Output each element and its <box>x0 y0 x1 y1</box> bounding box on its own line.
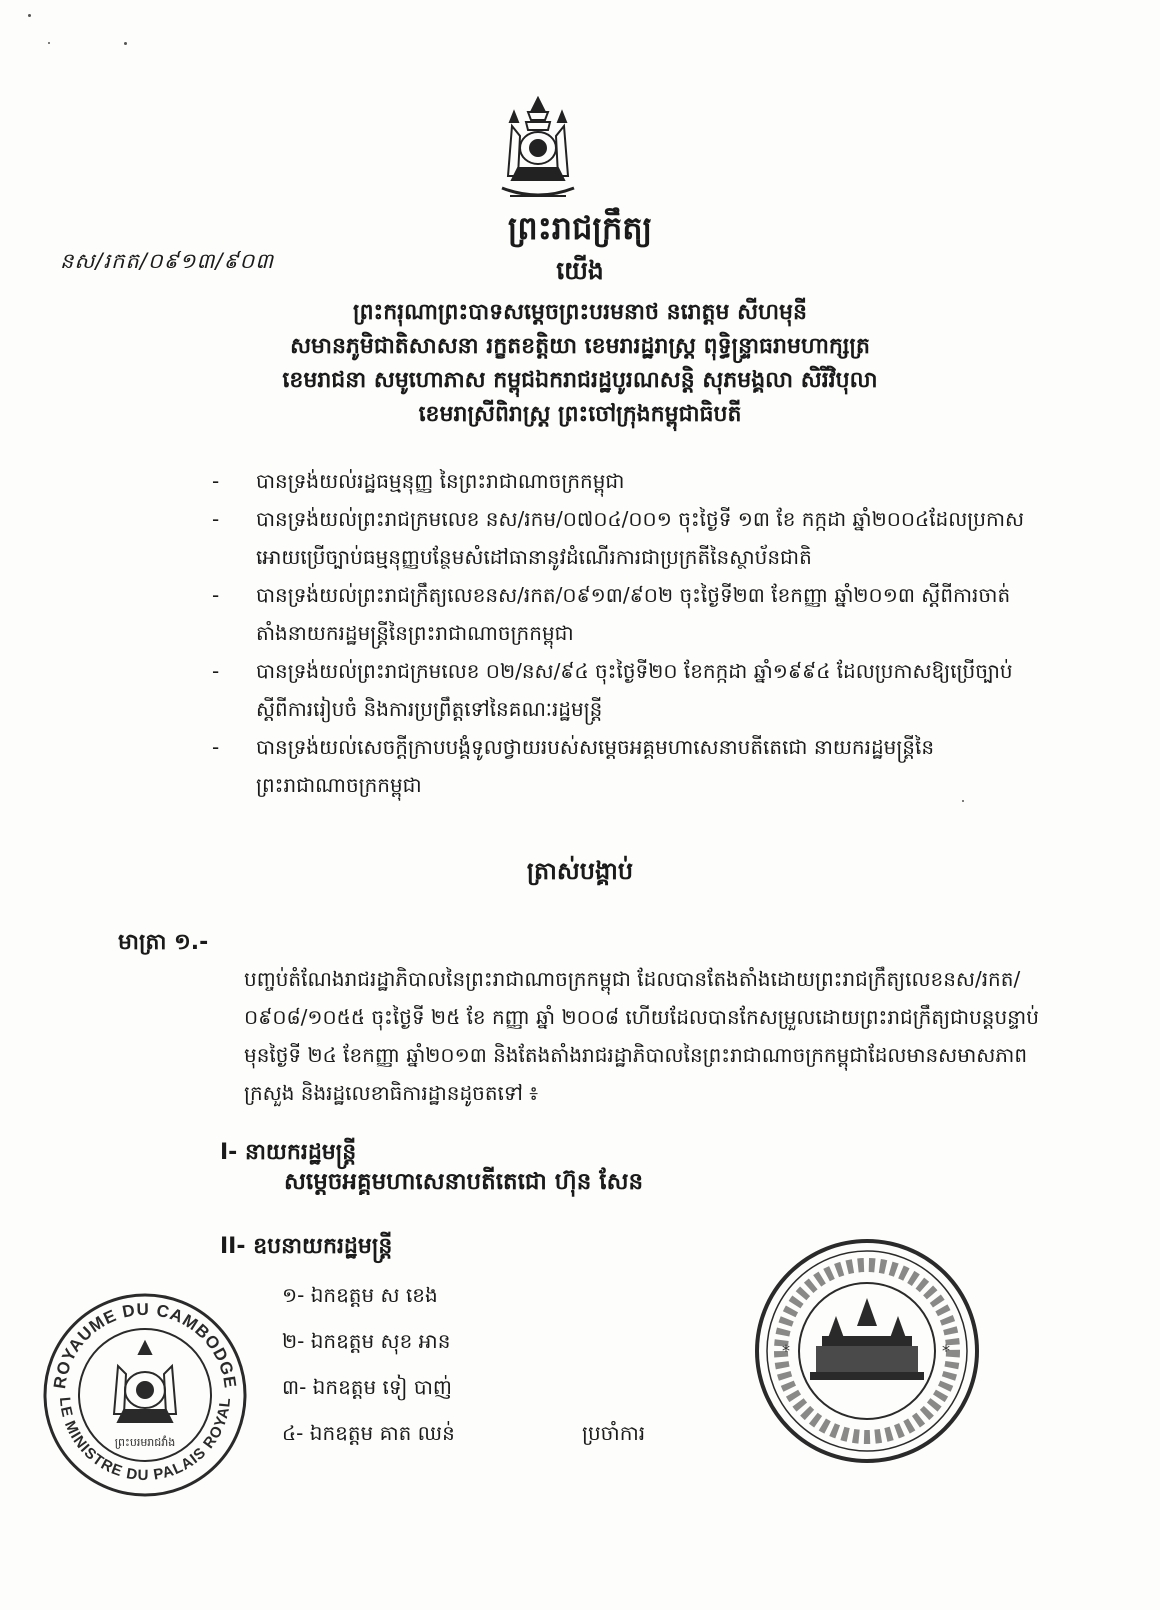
article-label: មាត្រា ១.- <box>118 930 209 955</box>
svg-text:*: * <box>942 1341 950 1360</box>
member-name: ឯកឧត្តម ស ខេង <box>310 1283 438 1307</box>
list-item <box>282 1318 742 1364</box>
member-role: ប្រចាំការ <box>582 1421 646 1445</box>
recital-item <box>212 500 1034 576</box>
deputy-pm-list <box>282 1272 742 1456</box>
seal-top-text: ROYAUME DU CAMBODGE <box>50 1299 240 1390</box>
we-heading: យើង <box>556 256 604 285</box>
king-title-line: ខេមរាជនា សមូហោភាស កម្ពុជឯករាជរដ្ឋបូរណសន្តិ សុភមង្គលា សិរីវិបុលា <box>282 368 878 393</box>
recital-item <box>212 728 1034 804</box>
recital-item <box>212 576 1034 652</box>
angkor-wat-seal-icon <box>752 1236 982 1466</box>
member-name: ឯកឧត្តម ទៀ បាញ់ <box>312 1375 452 1399</box>
decree-heading: ត្រាស់បង្គាប់ <box>526 857 634 885</box>
list-item <box>282 1272 742 1318</box>
prime-minister-name: សម្តេចអគ្គមហាសេនាបតីតេជោ ហ៊ុន សែន <box>284 1169 644 1195</box>
recital-text: បានទ្រង់យល់ព្រះរាជក្រឹត្យលេខនស/រកត/០៩១៣/៩០២ ចុះថ្ងៃទី២៣ ខែកញ្ញា ឆ្នាំ២០១៣ ស្តីពីការចាត់តាំងនាយករដ្ឋមន្ត្រីនៃព្រះរាជាណាចក្រកម្ពុជា <box>256 583 1011 645</box>
item-number: ៤- <box>282 1421 304 1445</box>
royal-palace-seal-icon <box>40 1290 250 1500</box>
member-name: ឯកឧត្តម សុខ អាន <box>310 1329 451 1353</box>
recital-item <box>212 652 1034 728</box>
svg-text:*: * <box>782 1341 790 1360</box>
article-body: បញ្ចប់តំណែងរាជរដ្ឋាភិបាលនៃព្រះរាជាណាចក្រកម្ពុជា ដែលបានតែងតាំងដោយព្រះរាជក្រឹត្យលេខនស/រកត/០៩០៨/១០៥៥ ចុះថ្ងៃទី ២៥ ខែ កញ្ញា ឆ្នាំ ២០០៨ ហើយដែលបានកែសម្រួលដោយព្រះរាជក្រឹត្យជាបន្តបន្ទាប់មុនថ្ងៃទី ២៤ ខែកញ្ញា ឆ្នាំ២០១៣ និងតែងតាំងរាជរដ្ឋាភិបាលនៃព្រះរាជាណាចក្រកម្ពុជាដែលមានសមាសភាពក្រសួង និងរដ្ឋលេខាធិការដ្ឋានដូចតទៅ ៖ <box>244 967 1039 1105</box>
list-dash: - <box>212 469 220 493</box>
section-deputy-pm-label: II- ឧបនាយករដ្ឋមន្ត្រី <box>220 1234 393 1259</box>
section-prime-minister-label: I- នាយករដ្ឋមន្ត្រី <box>220 1140 357 1165</box>
scan-speck <box>48 42 50 44</box>
member-name: ឯកឧត្តម គាត ឈន់ <box>309 1421 455 1445</box>
seal-inner-text: ព្រះបរមរាជវាំង <box>114 1436 176 1449</box>
seal-bottom-text: LE MINISTRE DU PALAIS ROYAL <box>55 1396 235 1485</box>
reference-number: នស/រកត/០៩១៣/៩០៣ <box>60 249 275 273</box>
king-title-line: សមានភូមិជាតិសាសនា រក្ខតខត្តិយា ខេមរារដ្ឋរាស្ត្រ ពុទ្ធិន្ទ្រាធរាមហាក្សត្រ <box>290 334 870 359</box>
scan-speck <box>28 14 31 17</box>
list-dash: - <box>212 659 220 683</box>
recitals-list <box>212 462 1034 804</box>
recital-text: បានទ្រង់យល់សេចក្តីក្រាបបង្គំទូលថ្វាយរបស់សម្តេចអគ្គមហាសេនាបតីតេជោ នាយករដ្ឋមន្ត្រីនៃព្រះរាជាណាចក្រកម្ពុជា <box>256 735 935 797</box>
scan-speck <box>124 42 127 45</box>
item-number: ១- <box>282 1283 305 1307</box>
recital-text: បានទ្រង់យល់រដ្ឋធម្មនុញ្ញ នៃព្រះរាជាណាចក្រកម្ពុជា <box>256 469 625 493</box>
list-dash: - <box>212 507 220 531</box>
recital-text: បានទ្រង់យល់ព្រះរាជក្រមលេខ ០២/នស/៩៤ ចុះថ្ងៃទី២០ ខែកក្កដា ឆ្នាំ១៩៩៤ ដែលប្រកាសឱ្យប្រើច្បាប់ ស្តីពីការរៀបចំ និងការប្រព្រឹត្តទៅនៃគណៈរដ្ឋមន្ត្រី <box>256 659 1013 721</box>
item-number: ៣- <box>282 1375 307 1399</box>
scan-speck <box>962 800 964 802</box>
list-item <box>282 1364 742 1410</box>
recital-text: បានទ្រង់យល់ព្រះរាជក្រមលេខ នស/រកម/០៧០៤/០០១ ចុះថ្ងៃទី ១៣ ខែ កក្កដា ឆ្នាំ២០០៤ដែលប្រកាសអោយប្រើច្បាប់ធម្មនុញ្ញបន្ថែមសំដៅធានានូវដំណើរការជាប្រក្រតីនៃស្ថាប័នជាតិ <box>256 507 1025 569</box>
list-dash: - <box>212 735 220 759</box>
item-number: ២- <box>282 1329 305 1353</box>
recital-item <box>212 462 1034 500</box>
list-item <box>282 1410 742 1456</box>
king-title-line: ខេមរាស្រីពិរាស្ត្រ ព្រះចៅក្រុងកម្ពុជាធិបតី <box>418 402 742 427</box>
king-titles <box>0 296 1160 432</box>
list-dash: - <box>212 583 220 607</box>
king-title-line: ព្រះករុណាព្រះបាទសម្តេចព្រះបរមនាថ នរោត្តម សីហមុនី <box>353 300 807 325</box>
document-title: ព្រះរាជក្រឹត្យ <box>507 209 653 247</box>
royal-arms-emblem-icon <box>488 96 588 204</box>
